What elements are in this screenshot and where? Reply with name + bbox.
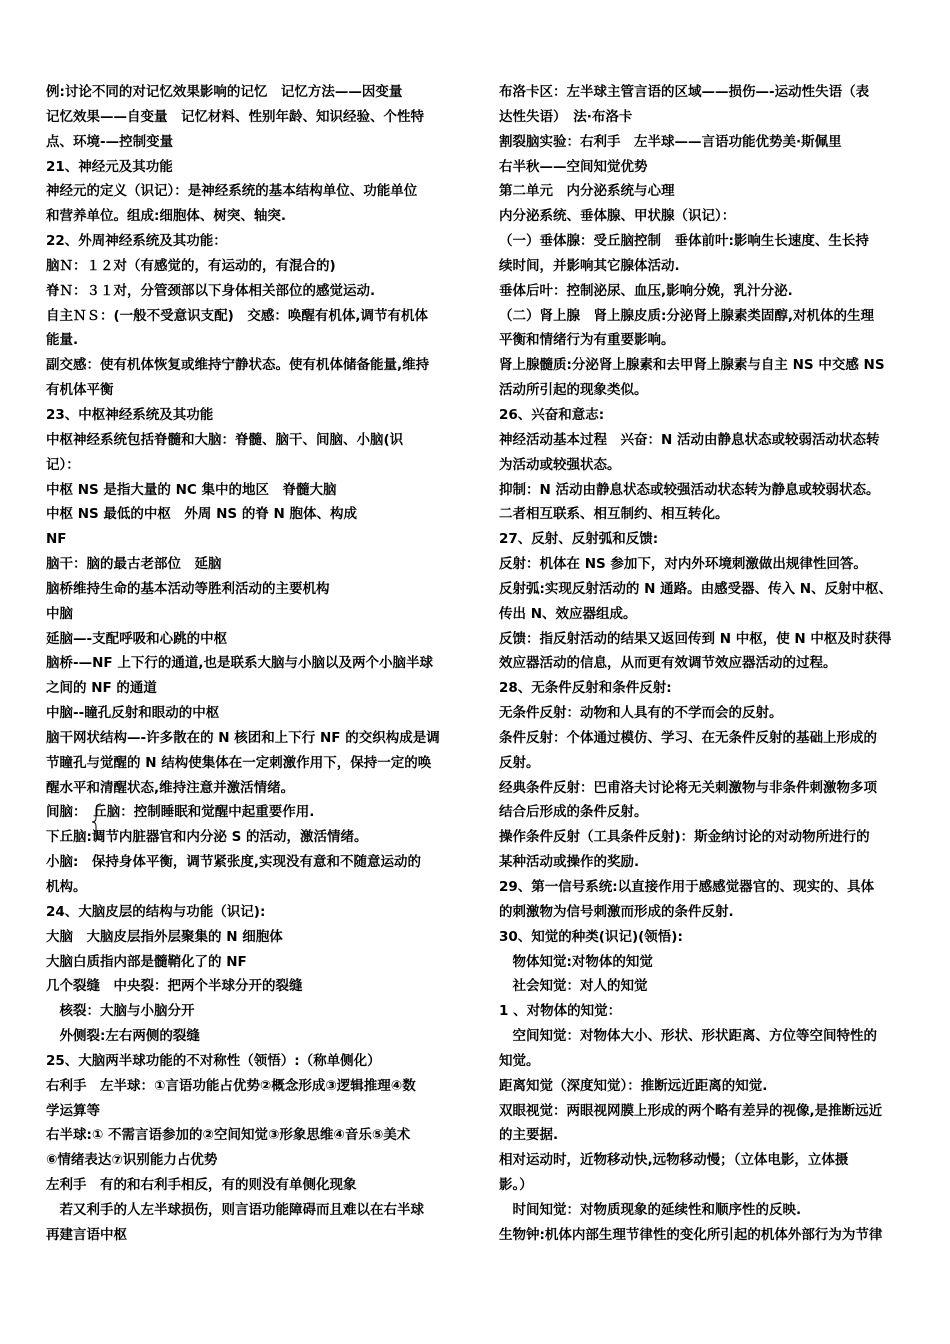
right-text-column xyxy=(499,80,907,1248)
text-line: 社会知觉：对人的知觉 xyxy=(499,978,648,995)
text-line: 醒水平和清醒状态,维持注意并激活情绪。 xyxy=(46,779,295,796)
text-line: 反射。 xyxy=(499,754,540,771)
text-line: 自主ＮＳ：(一般不受意识支配) 交感：唤醒有机体,调节有机体 xyxy=(46,307,428,324)
text-line: 布洛卡区：左半球主管言语的区域——损伤—-运动性失语（表 xyxy=(499,84,870,100)
text-line: 能量. xyxy=(46,332,79,349)
text-line: 经典条件反射：巴甫洛夫讨论将无关刺激物与非条件刺激物多项 xyxy=(499,779,877,796)
text-line: 距离知觉（深度知觉）：推断远近距离的知觉. xyxy=(499,1077,768,1094)
left-text-column xyxy=(46,80,456,1248)
text-line: 中枢神经系统包括脊髓和大脑：脊髓、脑干、间脑、小脑(识 xyxy=(46,431,404,448)
text-line: 学运算等 xyxy=(46,1102,100,1119)
text-line: 活动所引起的现象类似。 xyxy=(499,382,648,399)
text-line: 达性失语） 法·布洛卡 xyxy=(499,108,633,125)
text-line: 脑桥维持生命的基本活动等胜利活动的主要机构 xyxy=(46,580,330,597)
text-line: 内分泌系统、垂体腺、甲状腺（识记）： xyxy=(499,208,736,225)
text-line: 27、反射、反射弧和反馈: xyxy=(499,531,659,548)
text-line: 无条件反射：动物和人具有的不学而会的反射。 xyxy=(499,705,783,722)
text-line: ⑥情绪表达⑦识别能力占优势 xyxy=(46,1152,218,1169)
text-line: 中枢 NS 最低的中枢 外周 NS 的脊 N 胞体、构成 xyxy=(46,506,358,523)
text-line: （二）肾上腺 肾上腺皮质:分泌肾上腺素类固醇,对机体的生理 xyxy=(499,307,875,324)
text-line: 机构。 xyxy=(46,879,87,895)
text-line: 右半球:① 不需言语参加的②空间知觉③形象思维④音乐⑤美术 xyxy=(46,1127,411,1144)
text-line: 反馈：指反射活动的结果又返回传到 N 中枢，使 N 中枢及时获得 xyxy=(499,630,892,647)
text-line: 双眼视觉：两眼视网膜上形成的两个略有差异的视像,是推断远近 xyxy=(499,1102,883,1119)
text-line: 传出 N、效应器组成。 xyxy=(499,605,637,622)
text-line: 延脑—-支配呼吸和心跳的中枢 xyxy=(46,630,228,647)
text-line: 节瞳孔与觉醒的 N 结构使集体在一定刺激作用下，保持一定的唤 xyxy=(46,754,432,771)
text-line: 反射弧:实现反射活动的 N 通路。由感受器、传入 N、反射中枢、 xyxy=(499,580,893,597)
text-line: 之间的 NF 的通道 xyxy=(46,680,157,697)
text-line: 中枢 NS 是指大量的 NC 集中的地区 脊髓大脑 xyxy=(46,481,337,498)
text-line: 割裂脑实验：右利手 左半球——言语功能优势美·斯佩里 xyxy=(499,133,842,150)
text-line: 26、兴奋和意志: xyxy=(499,406,605,423)
text-line: 垂体后叶：控制泌尿、血压,影响分娩，乳汁分泌. xyxy=(499,282,793,299)
text-line: 神经元的定义（识记）：是神经系统的基本结构单位、功能单位 xyxy=(46,183,418,200)
text-line: 抑制：N 活动由静息状态或较强活动状态转为静息或较弱状态。 xyxy=(499,481,880,498)
text-line: 间脑： 丘脑：控制睡眠和觉醒中起重要作用. xyxy=(46,800,456,825)
text-line: 的刺激物为信号刺激而形成的条件反射. xyxy=(499,903,734,920)
text-line: 22、外周神经系统及其功能： xyxy=(46,233,227,250)
text-line: 相对运动时，近物移动快,远物移动慢；（立体电影，立体摄 xyxy=(499,1152,849,1169)
text-line: （一）垂体腺：受丘脑控制 垂体前叶:影响生长速度、生长持 xyxy=(499,233,869,250)
text-line: 小脑: 保持身体平衡，调节紧张度,实现没有意和不随意运动的 xyxy=(46,854,422,871)
text-line: 30、知觉的种类(识记)(领悟): xyxy=(499,928,683,945)
text-line: 反射：机体在 NS 参加下，对内外环境刺激做出规律性回答。 xyxy=(499,556,867,573)
text-line: 外侧裂:左右两侧的裂缝 xyxy=(46,1028,200,1045)
text-line: 25、大脑两半球功能的不对称性（领悟）:（称单侧化） xyxy=(46,1052,381,1069)
text-line: 记）： xyxy=(46,456,80,473)
text-line: 平衡和情绪行为有重要影响。 xyxy=(499,332,675,349)
text-line: 结合后形成的条件反射。 xyxy=(499,804,648,821)
text-line: 脑桥-—NF 上下行的通道,也是联系大脑与小脑以及两个小脑半球 xyxy=(46,655,433,672)
text-line: 操作条件反射（工具条件反射)：斯金纳讨论的对动物所进行的 xyxy=(499,829,870,846)
text-line: 副交感：使有机体恢复或维持宁静状态。使有机体储备能量,维持 xyxy=(46,357,430,374)
text-line: 点、环境-—控制变量 xyxy=(46,133,174,150)
text-line: 影。） xyxy=(499,1177,533,1194)
text-line: 脑干网状结构—-许多散在的 N 核团和上下行 NF 的交织构成是调 xyxy=(46,729,440,746)
text-line: 知觉。 xyxy=(499,1052,540,1069)
text-line: 若又利手的人左半球损伤，则言语功能障碍而且难以在右半球 xyxy=(46,1201,424,1218)
text-line: 28、无条件反射和条件反射: xyxy=(499,680,672,697)
text-line: 时间知觉：对物质现象的延续性和顺序性的反映. xyxy=(499,1201,802,1218)
text-line: 效应器活动的信息，从而更有效调节效应器活动的过程。 xyxy=(499,655,837,672)
text-line: 物体知觉:对物体的知觉 xyxy=(499,953,653,970)
text-line: 例:讨论不同的对记忆效果影响的记忆 记忆方法——因变量 xyxy=(46,84,403,100)
text-line: 29、第一信号系统:以直接作用于感感觉器官的、现实的、具体 xyxy=(499,879,875,895)
text-line: 记忆效果——自变量 记忆材料、性别年龄、知识经验、个性特 xyxy=(46,108,424,125)
text-line: 某种活动或操作的奖励. xyxy=(499,854,640,871)
text-line: 21、神经元及其功能 xyxy=(46,158,173,175)
text-line: 大脑 大脑皮层指外层聚集的 N 细胞体 xyxy=(46,928,283,945)
brace-icon xyxy=(92,802,102,842)
text-line: 和营养单位。组成:细胞体、树突、轴突. xyxy=(46,208,287,225)
text-line: 24、大脑皮层的结构与功能（识记): xyxy=(46,903,266,920)
text-line: 下丘脑:调节内脏器官和内分泌 S 的活动，激活情绪。 xyxy=(46,829,368,846)
text-line: 脑Ｎ：１２对（有感觉的，有运动的，有混合的) xyxy=(46,257,336,274)
text-line: 生物钟:机体内部生理节律性的变化所引起的机体外部行为为节律 xyxy=(499,1226,883,1243)
text-line: 脊Ｎ：３１对，分管颈部以下身体相关部位的感觉运动. xyxy=(46,282,376,299)
text-line: 脑干：脑的最古老部位 延脑 xyxy=(46,556,222,573)
text-line: 肾上腺髓质:分泌肾上腺素和去甲肾上腺素与自主 NS 中交感 NS xyxy=(499,357,885,374)
text-line: 为活动或较强状态。 xyxy=(499,456,621,473)
text-line: 右半秋——空间知觉优势 xyxy=(499,158,648,175)
text-line: 的主要据. xyxy=(499,1127,559,1144)
text-line: 大脑白质指内部是髓鞘化了的 NF xyxy=(46,953,247,970)
text-line: 神经活动基本过程 兴奋：N 活动由静息状态或较弱活动状态转 xyxy=(499,431,880,448)
text-line: 1 、对物体的知觉： xyxy=(499,1003,622,1020)
text-line: 二者相互联系、相互制约、相互转化。 xyxy=(499,506,729,523)
text-line: 中脑--瞳孔反射和眼动的中枢 xyxy=(46,705,220,722)
text-line: 有机体平衡 xyxy=(46,382,114,399)
text-line: 几个裂缝 中央裂：把两个半球分开的裂缝 xyxy=(46,978,303,995)
text-line: 空间知觉：对物体大小、形状、形状距离、方位等空间特性的 xyxy=(499,1028,877,1045)
text-line: 核裂：大脑与小脑分开 xyxy=(46,1003,195,1020)
text-line: 23、中枢神经系统及其功能 xyxy=(46,406,214,423)
text-line: 左利手 有的和右利手相反，有的则没有单侧化现象 xyxy=(46,1177,357,1194)
text-line: NF xyxy=(46,531,67,548)
text-line: 续时间，并影响其它腺体活动. xyxy=(499,257,680,274)
text-line: 右利手 左半球：①言语功能占优势②概念形成③逻辑推理④数 xyxy=(46,1077,416,1094)
text-line: 条件反射：个体通过模仿、学习、在无条件反射的基础上形成的 xyxy=(499,729,877,746)
text-line: 第二单元 内分泌系统与心理 xyxy=(499,183,675,200)
text-line: 再建言语中枢 xyxy=(46,1226,127,1243)
text-line: 中脑 xyxy=(46,605,73,622)
